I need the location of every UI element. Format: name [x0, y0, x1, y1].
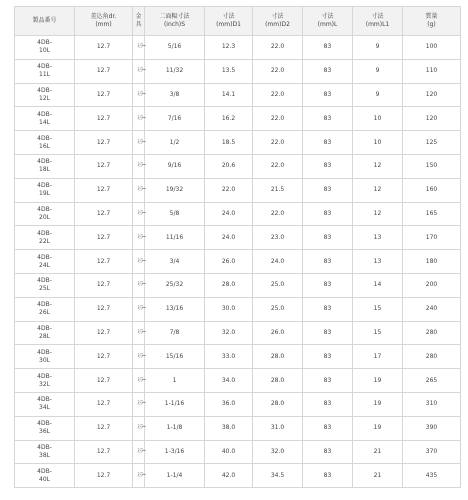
d1-cell: 24.0 [205, 202, 253, 226]
finish-cell: ﾐﾗｰ [133, 226, 145, 250]
d1-cell: 12.3 [205, 36, 253, 60]
finish-cell: ﾐﾗｰ [133, 131, 145, 155]
drive-size-cell: 12.7 [75, 297, 133, 321]
l1-cell: 21 [353, 464, 403, 488]
table-row [15, 273, 461, 297]
drive-size-cell: 12.7 [75, 345, 133, 369]
length-cell: 83 [303, 36, 353, 60]
l1-cell: 13 [353, 250, 403, 274]
part-number-suffix: 30L [39, 356, 50, 364]
drive-size-cell: 12.7 [75, 202, 133, 226]
drive-size-cell: 12.7 [75, 273, 133, 297]
length-cell: 83 [303, 83, 353, 107]
d2-cell: 25.0 [253, 297, 303, 321]
d2-cell: 23.0 [253, 226, 303, 250]
d2-cell: 22.0 [253, 107, 303, 131]
part-number-prefix: 4DB- [37, 253, 52, 261]
mass-cell: 280 [403, 345, 461, 369]
table-row [15, 131, 461, 155]
d1-cell: 24.0 [205, 226, 253, 250]
table-row [15, 345, 461, 369]
length-cell: 83 [303, 416, 353, 440]
part-number-suffix: 26L [39, 309, 50, 317]
across-flats-cell: 3/4 [145, 250, 205, 274]
part-number-cell [15, 178, 75, 202]
part-number-suffix: 22L [39, 237, 50, 245]
across-flats-cell: 25/32 [145, 273, 205, 297]
header-line1: 製品番号 [32, 17, 57, 24]
part-number-prefix: 4DB- [37, 420, 52, 428]
spec-table [14, 6, 461, 488]
part-number-suffix: 36L [39, 428, 50, 436]
mass-cell: 120 [403, 83, 461, 107]
length-cell: 83 [303, 440, 353, 464]
header-line1: 寸法 [371, 13, 384, 20]
finish-cell: ﾐﾗｰ [133, 369, 145, 393]
d2-cell: 22.0 [253, 154, 303, 178]
l1-cell: 15 [353, 297, 403, 321]
d1-cell: 13.5 [205, 59, 253, 83]
table-row [15, 178, 461, 202]
mass-cell: 180 [403, 250, 461, 274]
table-row [15, 107, 461, 131]
mass-cell: 160 [403, 178, 461, 202]
part-number-prefix: 4DB- [37, 277, 52, 285]
length-cell: 83 [303, 297, 353, 321]
drive-size-cell: 12.7 [75, 36, 133, 60]
drive-size-cell: 12.7 [75, 131, 133, 155]
table-row [15, 226, 461, 250]
table-row [15, 321, 461, 345]
mass-cell: 370 [403, 440, 461, 464]
across-flats-cell: 1-1/4 [145, 464, 205, 488]
col-length-header [303, 7, 353, 36]
header-line1: 質量 [425, 13, 438, 20]
part-number-suffix: 14L [39, 118, 50, 126]
header-line2: (mm)L1 [365, 21, 390, 28]
length-cell: 83 [303, 250, 353, 274]
part-number-prefix: 4DB- [37, 396, 52, 404]
l1-cell: 19 [353, 369, 403, 393]
d2-cell: 28.0 [253, 345, 303, 369]
mass-cell: 200 [403, 273, 461, 297]
l1-cell: 14 [353, 273, 403, 297]
across-flats-cell: 1-1/8 [145, 416, 205, 440]
l1-cell: 9 [353, 36, 403, 60]
part-number-prefix: 4DB- [37, 443, 52, 451]
part-number-suffix: 25L [39, 285, 50, 293]
length-cell: 83 [303, 369, 353, 393]
header-line1: 金 [135, 13, 142, 20]
part-number-suffix: 18L [39, 166, 50, 174]
d1-cell: 32.0 [205, 321, 253, 345]
drive-size-cell: 12.7 [75, 154, 133, 178]
table-row [15, 440, 461, 464]
d2-cell: 21.5 [253, 178, 303, 202]
drive-size-cell: 12.7 [75, 250, 133, 274]
d1-cell: 14.1 [205, 83, 253, 107]
l1-cell: 15 [353, 321, 403, 345]
d1-cell: 34.0 [205, 369, 253, 393]
drive-size-cell: 12.7 [75, 464, 133, 488]
l1-cell: 19 [353, 416, 403, 440]
length-cell: 83 [303, 345, 353, 369]
d2-cell: 26.0 [253, 321, 303, 345]
finish-cell: ﾐﾗｰ [133, 154, 145, 178]
header-line1: 寸法 [271, 13, 284, 20]
part-number-cell [15, 321, 75, 345]
drive-size-cell: 12.7 [75, 178, 133, 202]
across-flats-cell: 3/8 [145, 83, 205, 107]
part-number-cell [15, 297, 75, 321]
mass-cell: 125 [403, 131, 461, 155]
part-number-cell [15, 416, 75, 440]
part-number-cell [15, 273, 75, 297]
mass-cell: 110 [403, 59, 461, 83]
part-number-prefix: 4DB- [37, 86, 52, 94]
l1-cell: 12 [353, 202, 403, 226]
length-cell: 83 [303, 107, 353, 131]
table-row [15, 154, 461, 178]
part-number-suffix: 40L [39, 475, 50, 483]
length-cell: 83 [303, 226, 353, 250]
mass-cell: 165 [403, 202, 461, 226]
d1-cell: 30.0 [205, 297, 253, 321]
length-cell: 83 [303, 464, 353, 488]
col-d1-header [205, 7, 253, 36]
length-cell: 83 [303, 321, 353, 345]
col-drive-size-header [75, 7, 133, 36]
d1-cell: 28.0 [205, 273, 253, 297]
col-d2-header [253, 7, 303, 36]
d1-cell: 42.0 [205, 464, 253, 488]
d2-cell: 28.0 [253, 392, 303, 416]
part-number-prefix: 4DB- [37, 63, 52, 71]
l1-cell: 10 [353, 131, 403, 155]
part-number-prefix: 4DB- [37, 39, 52, 47]
header-row [15, 7, 461, 36]
table-row [15, 59, 461, 83]
across-flats-cell: 11/16 [145, 226, 205, 250]
drive-size-cell: 12.7 [75, 107, 133, 131]
finish-cell: ﾐﾗｰ [133, 464, 145, 488]
finish-cell: ﾐﾗｰ [133, 202, 145, 226]
finish-cell: ﾐﾗｰ [133, 178, 145, 202]
part-number-cell [15, 369, 75, 393]
d2-cell: 22.0 [253, 202, 303, 226]
d1-cell: 22.0 [205, 178, 253, 202]
table-row [15, 250, 461, 274]
d2-cell: 32.0 [253, 440, 303, 464]
drive-size-cell: 12.7 [75, 440, 133, 464]
finish-cell: ﾐﾗｰ [133, 392, 145, 416]
across-flats-cell: 11/32 [145, 59, 205, 83]
across-flats-cell: 5/8 [145, 202, 205, 226]
header-line2: (mm) [95, 21, 112, 28]
col-mass-header [403, 7, 461, 36]
table-body [15, 36, 461, 488]
col-l1-header [353, 7, 403, 36]
part-number-prefix: 4DB- [37, 467, 52, 475]
across-flats-cell: 9/16 [145, 154, 205, 178]
d1-cell: 33.0 [205, 345, 253, 369]
mass-cell: 100 [403, 36, 461, 60]
d1-cell: 16.2 [205, 107, 253, 131]
finish-cell: ﾐﾗｰ [133, 273, 145, 297]
part-number-cell [15, 250, 75, 274]
table-row [15, 83, 461, 107]
table-row [15, 464, 461, 488]
mass-cell: 240 [403, 297, 461, 321]
finish-cell: ﾐﾗｰ [133, 416, 145, 440]
part-number-prefix: 4DB- [37, 110, 52, 118]
part-number-suffix: 28L [39, 332, 50, 340]
table-row [15, 416, 461, 440]
finish-cell: ﾐﾗｰ [133, 59, 145, 83]
table-row [15, 392, 461, 416]
l1-cell: 12 [353, 154, 403, 178]
mass-cell: 150 [403, 154, 461, 178]
part-number-prefix: 4DB- [37, 134, 52, 142]
length-cell: 83 [303, 273, 353, 297]
d2-cell: 25.0 [253, 273, 303, 297]
part-number-suffix: 12L [39, 94, 50, 102]
d1-cell: 26.0 [205, 250, 253, 274]
part-number-suffix: 24L [39, 261, 50, 269]
d2-cell: 24.0 [253, 250, 303, 274]
across-flats-cell: 7/16 [145, 107, 205, 131]
part-number-cell [15, 226, 75, 250]
l1-cell: 13 [353, 226, 403, 250]
mass-cell: 310 [403, 392, 461, 416]
finish-cell: ﾐﾗｰ [133, 297, 145, 321]
across-flats-cell: 5/16 [145, 36, 205, 60]
header-line2: (inch)S [163, 21, 186, 28]
part-number-cell [15, 36, 75, 60]
finish-cell: ﾐﾗｰ [133, 321, 145, 345]
l1-cell: 10 [353, 107, 403, 131]
part-number-cell [15, 107, 75, 131]
d1-cell: 38.0 [205, 416, 253, 440]
finish-cell: ﾐﾗｰ [133, 107, 145, 131]
part-number-cell [15, 131, 75, 155]
col-across-flats-header [145, 7, 205, 36]
l1-cell: 17 [353, 345, 403, 369]
finish-cell: ﾐﾗｰ [133, 36, 145, 60]
l1-cell: 12 [353, 178, 403, 202]
part-number-cell [15, 392, 75, 416]
finish-cell: ﾐﾗｰ [133, 345, 145, 369]
col-finish-header [133, 7, 145, 36]
d1-cell: 40.0 [205, 440, 253, 464]
drive-size-cell: 12.7 [75, 226, 133, 250]
header-line2: 具 [135, 21, 142, 28]
part-number-cell [15, 202, 75, 226]
part-number-suffix: 10L [39, 47, 50, 55]
header-line2: (mm)L [317, 21, 338, 28]
across-flats-cell: 1-3/16 [145, 440, 205, 464]
part-number-prefix: 4DB- [37, 301, 52, 309]
part-number-cell [15, 345, 75, 369]
across-flats-cell: 7/8 [145, 321, 205, 345]
d2-cell: 34.5 [253, 464, 303, 488]
table-row [15, 297, 461, 321]
part-number-cell [15, 464, 75, 488]
across-flats-cell: 1 [145, 369, 205, 393]
drive-size-cell: 12.7 [75, 369, 133, 393]
across-flats-cell: 19/32 [145, 178, 205, 202]
drive-size-cell: 12.7 [75, 416, 133, 440]
part-number-suffix: 20L [39, 213, 50, 221]
part-number-prefix: 4DB- [37, 372, 52, 380]
l1-cell: 9 [353, 59, 403, 83]
spec-table-container [14, 6, 460, 488]
d1-cell: 20.6 [205, 154, 253, 178]
part-number-prefix: 4DB- [37, 229, 52, 237]
d2-cell: 22.0 [253, 36, 303, 60]
part-number-prefix: 4DB- [37, 158, 52, 166]
part-number-cell [15, 59, 75, 83]
header-line2: (mm)D1 [216, 21, 241, 28]
part-number-suffix: 34L [39, 404, 50, 412]
finish-cell: ﾐﾗｰ [133, 83, 145, 107]
header-line1: 寸法 [321, 13, 334, 20]
d2-cell: 22.0 [253, 83, 303, 107]
part-number-prefix: 4DB- [37, 205, 52, 213]
part-number-prefix: 4DB- [37, 348, 52, 356]
mass-cell: 120 [403, 107, 461, 131]
part-number-cell [15, 154, 75, 178]
length-cell: 83 [303, 59, 353, 83]
across-flats-cell: 1/2 [145, 131, 205, 155]
table-row [15, 369, 461, 393]
part-number-cell [15, 440, 75, 464]
across-flats-cell: 15/16 [145, 345, 205, 369]
d1-cell: 36.0 [205, 392, 253, 416]
finish-cell: ﾐﾗｰ [133, 250, 145, 274]
l1-cell: 21 [353, 440, 403, 464]
part-number-suffix: 11L [39, 71, 50, 79]
across-flats-cell: 13/16 [145, 297, 205, 321]
mass-cell: 280 [403, 321, 461, 345]
across-flats-cell: 1-1/16 [145, 392, 205, 416]
d2-cell: 28.0 [253, 369, 303, 393]
header-line1: 二面幅寸法 [159, 13, 190, 20]
d2-cell: 22.0 [253, 59, 303, 83]
l1-cell: 9 [353, 83, 403, 107]
length-cell: 83 [303, 392, 353, 416]
length-cell: 83 [303, 178, 353, 202]
l1-cell: 19 [353, 392, 403, 416]
part-number-prefix: 4DB- [37, 182, 52, 190]
header-line2: (mm)D2 [265, 21, 290, 28]
drive-size-cell: 12.7 [75, 321, 133, 345]
length-cell: 83 [303, 131, 353, 155]
drive-size-cell: 12.7 [75, 59, 133, 83]
part-number-suffix: 16L [39, 142, 50, 150]
finish-cell: ﾐﾗｰ [133, 440, 145, 464]
mass-cell: 390 [403, 416, 461, 440]
d2-cell: 22.0 [253, 131, 303, 155]
part-number-suffix: 38L [39, 451, 50, 459]
part-number-cell [15, 83, 75, 107]
table-row [15, 202, 461, 226]
d2-cell: 31.0 [253, 416, 303, 440]
header-line2: (g) [427, 21, 436, 28]
length-cell: 83 [303, 202, 353, 226]
drive-size-cell: 12.7 [75, 83, 133, 107]
col-part-number-header [15, 7, 75, 36]
part-number-prefix: 4DB- [37, 324, 52, 332]
mass-cell: 170 [403, 226, 461, 250]
d1-cell: 18.5 [205, 131, 253, 155]
part-number-suffix: 19L [39, 190, 50, 198]
length-cell: 83 [303, 154, 353, 178]
part-number-suffix: 32L [39, 380, 50, 388]
table-row [15, 36, 461, 60]
header-line1: 差込角dr. [90, 13, 117, 20]
header-line1: 寸法 [222, 13, 235, 20]
drive-size-cell: 12.7 [75, 392, 133, 416]
mass-cell: 435 [403, 464, 461, 488]
mass-cell: 265 [403, 369, 461, 393]
